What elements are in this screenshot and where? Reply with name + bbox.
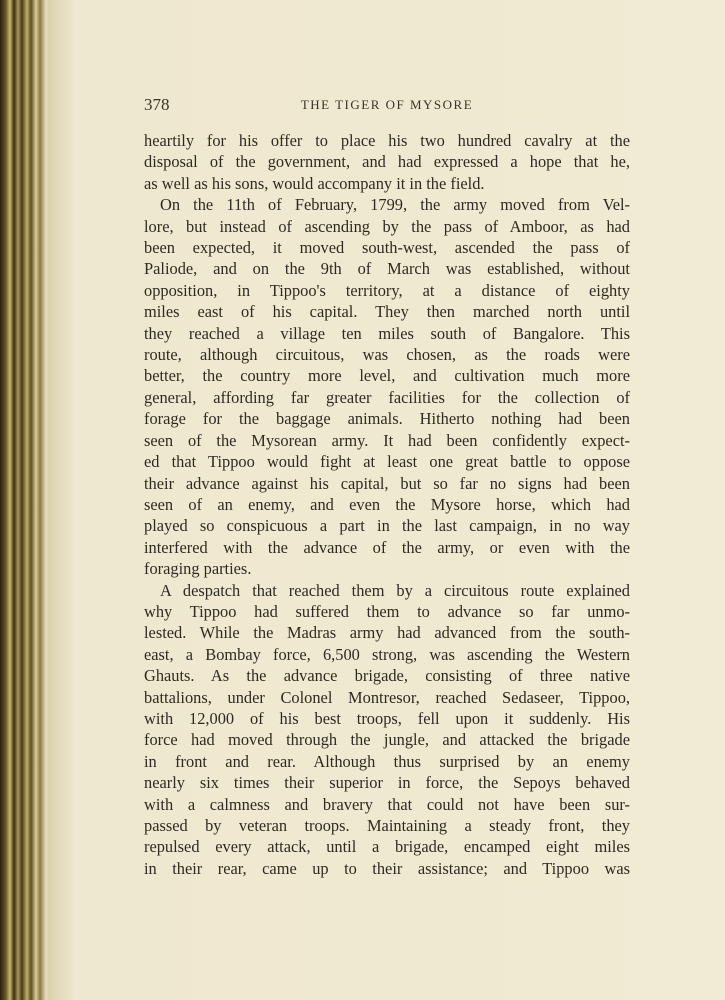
text-line: in their rear, came up to their assistance; and Tippoo was: [144, 858, 630, 878]
text-line: forage for the baggage animals. Hitherto nothing had been: [144, 409, 630, 429]
text-line: east, a Bombay force, 6,500 strong, was ascending the Western: [144, 644, 630, 664]
text-line: force had moved through the jungle, and attacked the brigade: [144, 730, 630, 750]
text-line: ed that Tippoo would fight at least one great battle to oppose: [144, 452, 630, 472]
text-line: battalions, under Colonel Montresor, reached Sedaseer, Tippoo,: [144, 687, 630, 707]
page-number: 378: [144, 95, 170, 114]
text-line: better, the country more level, and cultivation much more: [144, 366, 630, 386]
text-line: opposition, in Tippoo's territory, at a distance of eighty: [144, 280, 630, 300]
text-line: seen of the Mysorean army. It had been confidently expect-: [144, 430, 630, 450]
text-line: lested. While the Madras army had advanced from the south-: [144, 623, 630, 643]
text-line: route, although circuitous, was chosen, as the roads were: [144, 345, 630, 365]
text-line: A despatch that reached them by a circuitous route explained: [160, 580, 630, 600]
text-line: Ghauts. As the advance brigade, consisting of three native: [144, 666, 630, 686]
text-line: On the 11th of February, 1799, the army moved from Vel-: [160, 195, 630, 215]
body-text: [144, 130, 630, 879]
text-line: played so conspicuous a part in the last campaign, in no way: [144, 516, 630, 536]
text-line: passed by veteran troops. Maintaining a steady front, they: [144, 816, 630, 835]
text-line: as well as his sons, would accompany it in the field.: [144, 173, 485, 193]
running-title: THE TIGER OF MYSORE: [300, 97, 474, 112]
text-line: with 12,000 of his best troops, fell upon it suddenly. His: [144, 708, 630, 728]
text-line: general, affording far greater facilities for the collection of: [144, 387, 630, 407]
text-line: repulsed every attack, until a brigade, encamped eight miles: [144, 837, 630, 857]
text-line: miles east of his capital. They then marched north until: [144, 302, 630, 322]
text-line: foraging parties.: [144, 559, 252, 579]
text-line: nearly six times their superior in force, the Sepoys behaved: [144, 773, 630, 793]
text-line: Paliode, and on the 9th of March was established, without: [144, 259, 630, 279]
paragraph-3: [144, 580, 630, 880]
text-line: they reached a village ten miles south of Bangalore. This: [144, 323, 630, 343]
page-header: [144, 95, 630, 115]
text-line: seen of an enemy, and even the Mysore horse, which had: [144, 494, 630, 514]
text-line: in front and rear. Although thus surprised by an enemy: [144, 751, 630, 771]
text-line: with a calmness and bravery that could not have been sur-: [144, 794, 630, 814]
text-line: heartily for his offer to place his two hundred cavalry at the: [144, 131, 630, 150]
text-line: their advance against his capital, but so far no signs had been: [144, 473, 630, 493]
text-line: why Tippoo had suffered them to advance so far unmo-: [144, 601, 630, 621]
text-line: been expected, it moved south-west, ascended the pass of: [144, 238, 630, 258]
text-line: disposal of the government, and had expressed a hope that he,: [144, 152, 630, 172]
paragraph-2: [144, 194, 630, 579]
paragraph-1: [144, 130, 630, 194]
text-line: lore, but instead of ascending by the pass of Amboor, as had: [144, 216, 630, 236]
text-line: interfered with the advance of the army, or even with the: [144, 537, 630, 557]
book-spine-edge: [0, 0, 50, 1000]
